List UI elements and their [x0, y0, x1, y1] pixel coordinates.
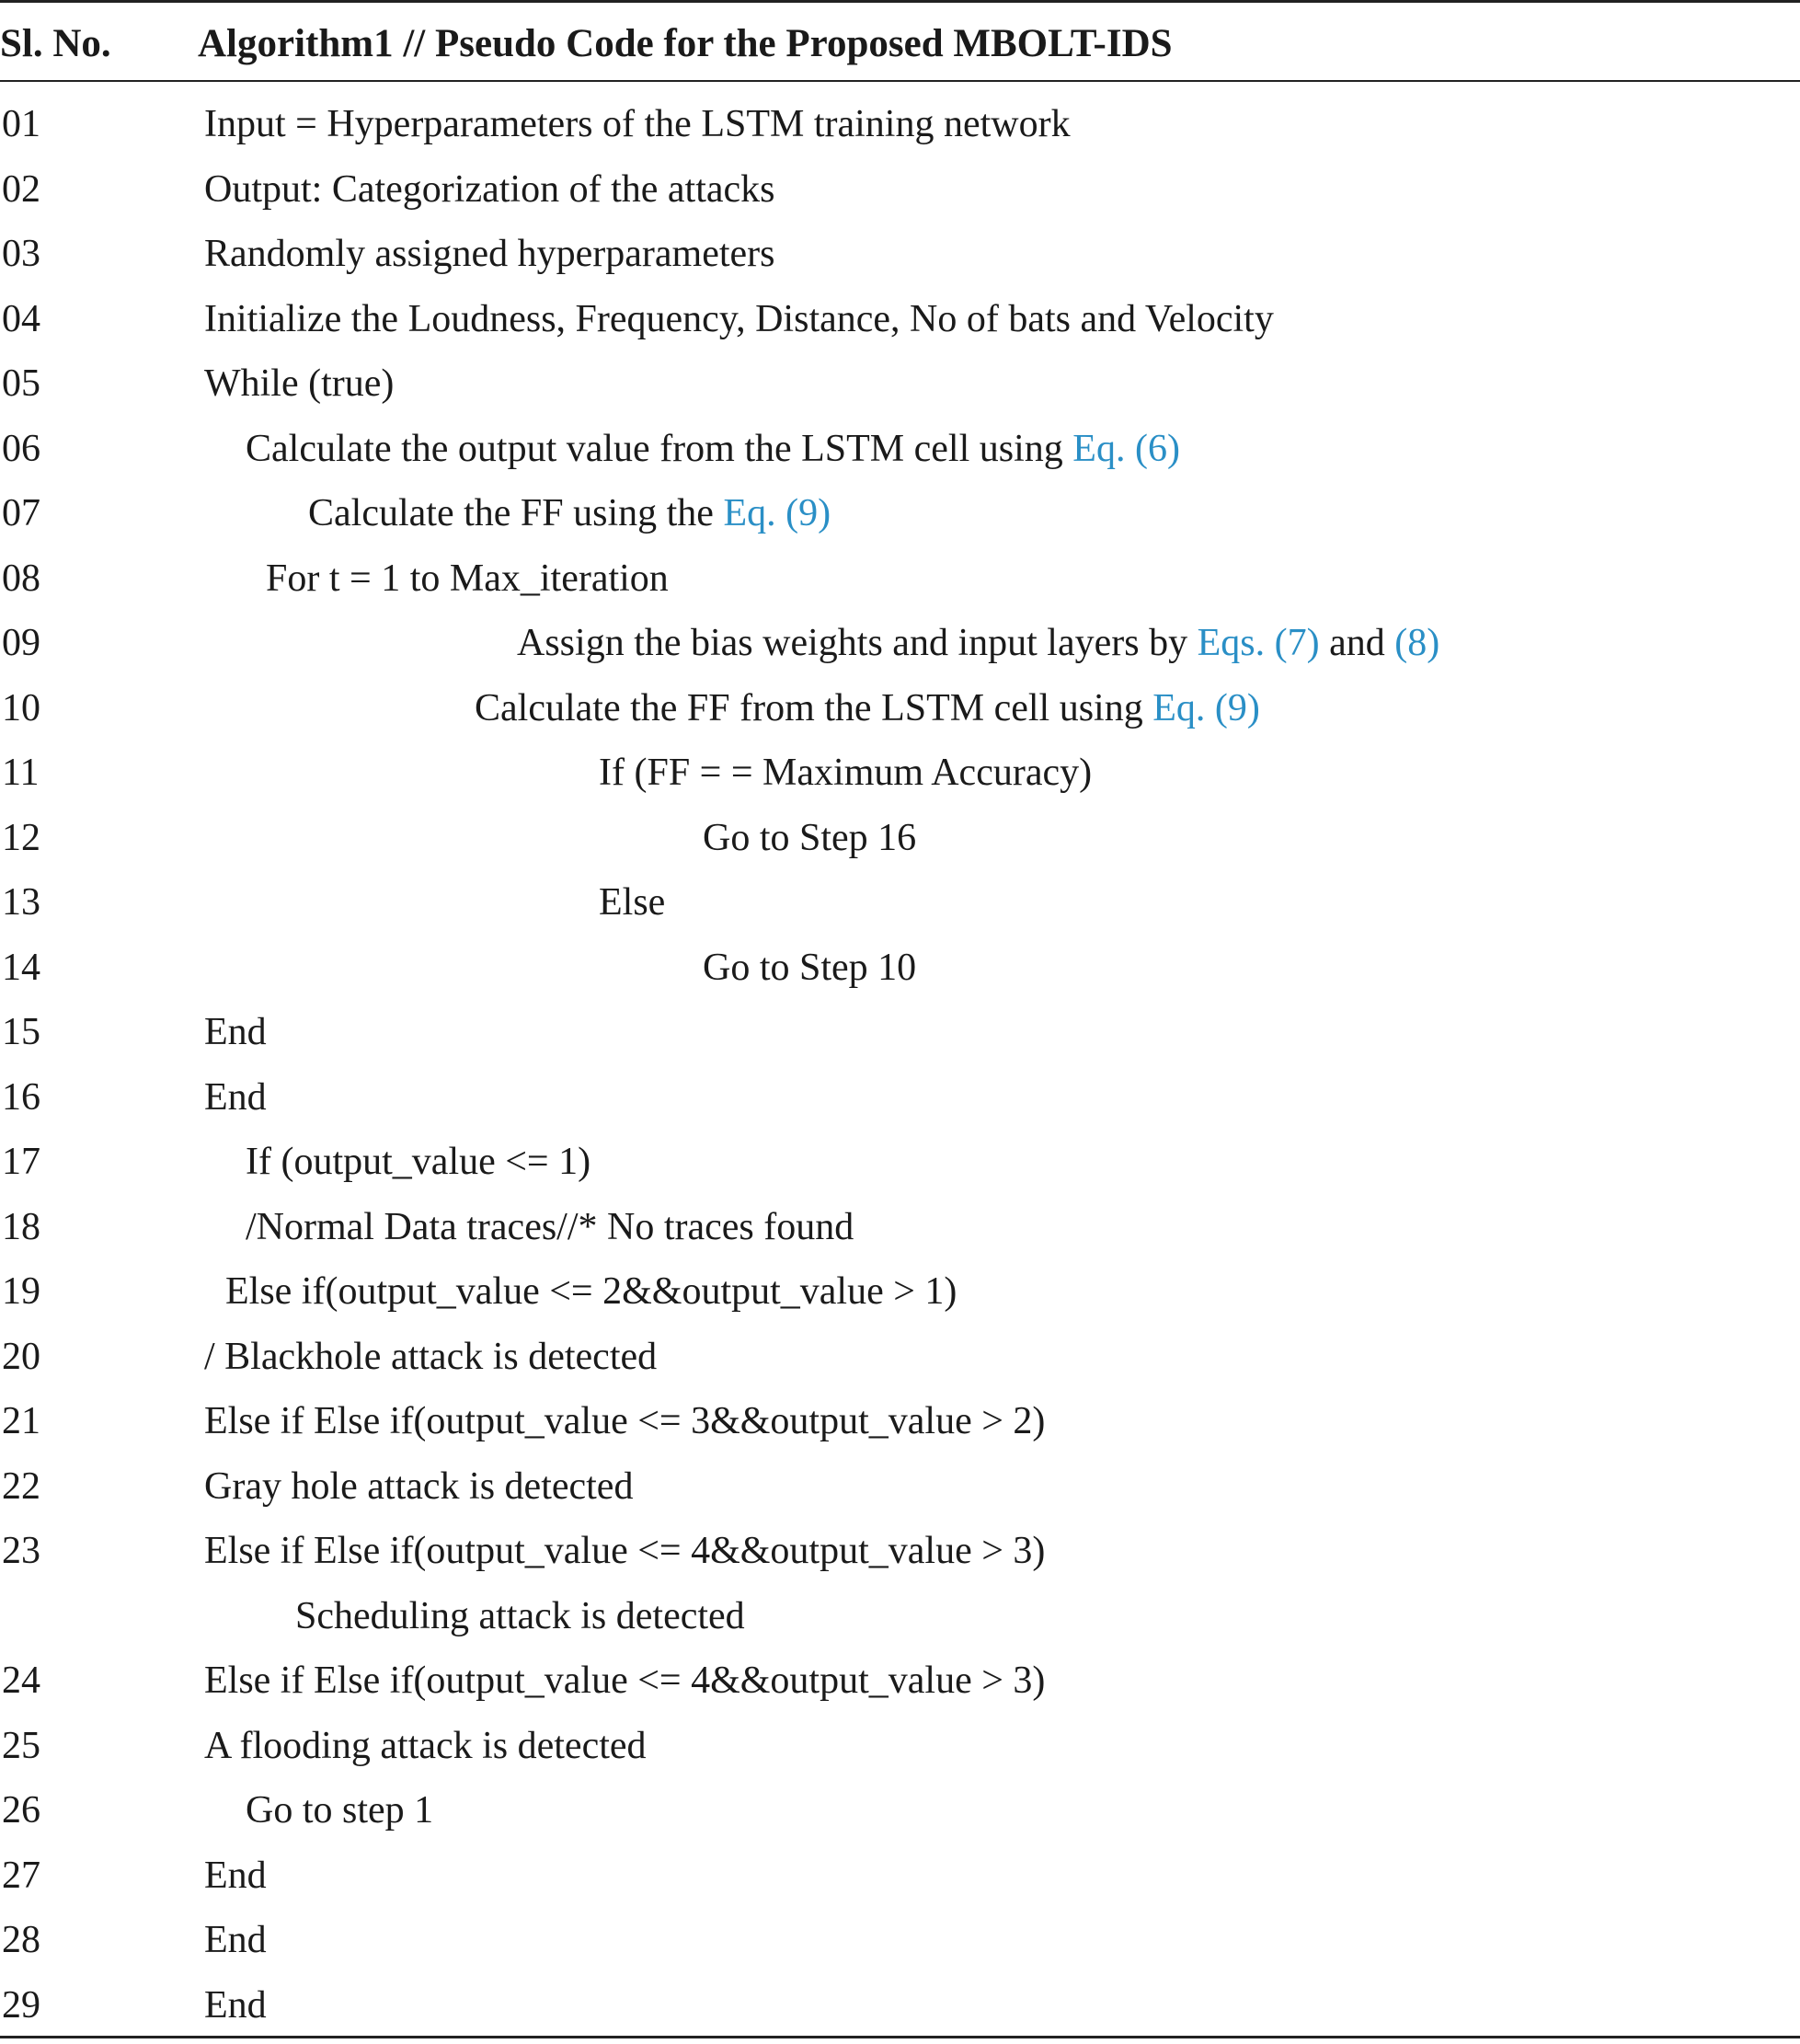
table-row	[0, 351, 1800, 417]
row-number: 23	[2, 1530, 40, 1572]
pseudo-code-line	[204, 1648, 1045, 1714]
row-number: 01	[2, 103, 40, 145]
row-number: 19	[2, 1270, 40, 1313]
row-number: 02	[2, 167, 40, 211]
code-text: Output: Categorization of the attacks	[204, 167, 775, 211]
pseudo-code-line	[204, 351, 394, 417]
table-row	[0, 1584, 1800, 1649]
row-number: 18	[2, 1205, 40, 1248]
pseudo-code-line	[204, 1519, 1045, 1584]
row-number: 22	[2, 1464, 40, 1508]
table-row	[0, 222, 1800, 287]
pseudo-code-line	[204, 1714, 647, 1779]
table-row	[0, 1065, 1800, 1131]
pseudo-code-line	[204, 287, 1274, 352]
header-sl-no: Sl. No.	[0, 22, 111, 65]
row-number: 15	[2, 1011, 40, 1053]
table-row	[0, 1454, 1800, 1520]
table-row	[0, 806, 1800, 871]
pseudo-code-line	[204, 1973, 267, 2038]
code-text: Initialize the Loudness, Frequency, Distance, No of bats and Velocity	[204, 297, 1274, 340]
table-row	[0, 481, 1800, 546]
pseudo-code-line	[204, 222, 774, 287]
equation-reference-link[interactable]: Eqs. (7)	[1197, 622, 1320, 664]
code-text: and	[1319, 622, 1395, 664]
code-text: Calculate the FF from the LSTM cell using	[475, 686, 1153, 729]
pseudo-code-line	[599, 741, 1092, 806]
table-row	[0, 1259, 1800, 1325]
pseudo-code-line	[246, 417, 1180, 482]
pseudo-code-line	[266, 546, 669, 612]
row-number: 11	[2, 752, 40, 794]
code-text: End	[204, 1075, 267, 1119]
table-row	[0, 1973, 1800, 2038]
code-text: Input = Hyperparameters of the LSTM training network	[204, 103, 1071, 145]
pseudo-code-line	[204, 157, 774, 223]
code-text: Go to Step 10	[703, 946, 917, 989]
table-row	[0, 546, 1800, 612]
table-header	[0, 0, 1800, 80]
code-text: A flooding attack is detected	[204, 1724, 647, 1767]
code-text: Else if(output_value <= 2&&output_value > 1)	[225, 1270, 957, 1313]
code-text: Scheduling attack is detected	[295, 1594, 745, 1637]
row-number: 17	[2, 1141, 40, 1183]
pseudo-code-line	[599, 870, 665, 936]
code-text: Else	[599, 881, 666, 924]
code-text: / Blackhole attack is detected	[204, 1335, 658, 1378]
pseudo-code-line	[204, 1908, 267, 1973]
table-row	[0, 1714, 1800, 1779]
pseudo-code-line	[246, 1195, 854, 1260]
row-number: 24	[2, 1659, 40, 1702]
table-row	[0, 870, 1800, 936]
row-number: 09	[2, 622, 40, 664]
row-number: 21	[2, 1400, 40, 1442]
row-number: 29	[2, 1983, 40, 2027]
row-number: 04	[2, 297, 40, 340]
equation-reference-link[interactable]: (8)	[1394, 622, 1440, 664]
table-row	[0, 1000, 1800, 1065]
code-text: Calculate the FF using the	[308, 492, 724, 534]
pseudo-code-line	[246, 1778, 433, 1843]
row-number: 26	[2, 1789, 40, 1832]
row-number: 07	[2, 492, 40, 534]
row-number: 03	[2, 233, 40, 275]
row-number: 12	[2, 816, 40, 859]
code-text: If (output_value <= 1)	[246, 1141, 591, 1183]
table-row	[0, 741, 1800, 806]
code-text: Assign the bias weights and input layers by	[517, 622, 1198, 664]
code-text: Randomly assigned hyperparameters	[204, 233, 775, 275]
equation-reference-link[interactable]: Eq. (6)	[1072, 427, 1180, 470]
equation-reference-link[interactable]: Eq. (9)	[723, 492, 831, 534]
table-header-rule	[0, 80, 1800, 82]
code-text: While (true)	[204, 362, 395, 405]
code-text: Go to Step 16	[703, 816, 917, 859]
row-number: 20	[2, 1335, 40, 1378]
pseudo-code-line	[204, 92, 1071, 157]
code-text: Calculate the output value from the LSTM cell using	[246, 427, 1073, 470]
pseudo-code-line	[246, 1130, 590, 1195]
code-text: End	[204, 1011, 267, 1053]
pseudo-code-line	[703, 806, 916, 871]
row-number: 25	[2, 1724, 40, 1767]
table-bottom-rule	[0, 2036, 1800, 2038]
pseudo-code-line	[225, 1259, 957, 1325]
code-text: Else if Else if(output_value <= 4&&output_value > 3)	[204, 1530, 1046, 1572]
row-number: 14	[2, 946, 40, 989]
table-row	[0, 1648, 1800, 1714]
code-text: End	[204, 1854, 267, 1897]
code-text: Else if Else if(output_value <= 4&&output_value > 3)	[204, 1659, 1046, 1702]
table-body	[0, 92, 1800, 2038]
code-text: End	[204, 1919, 267, 1961]
pseudo-code-line	[703, 936, 916, 1001]
code-text: /Normal Data traces//* No traces found	[246, 1205, 854, 1248]
table-row	[0, 1130, 1800, 1195]
row-number: 16	[2, 1075, 40, 1119]
pseudo-code-line	[517, 611, 1439, 676]
code-text: If (FF = = Maximum Accuracy)	[599, 752, 1093, 794]
row-number: 13	[2, 881, 40, 924]
code-text: Go to step 1	[246, 1789, 434, 1832]
row-number: 28	[2, 1919, 40, 1961]
pseudo-code-line	[204, 1389, 1045, 1454]
table-row	[0, 1325, 1800, 1390]
row-number: 10	[2, 686, 40, 729]
pseudo-code-line	[204, 1065, 267, 1131]
row-number: 05	[2, 362, 40, 405]
pseudo-code-line	[204, 1000, 267, 1065]
table-row	[0, 1195, 1800, 1260]
pseudo-code-line	[308, 481, 831, 546]
table-row	[0, 287, 1800, 352]
row-number: 27	[2, 1854, 40, 1897]
table-row	[0, 157, 1800, 223]
table-row	[0, 92, 1800, 157]
equation-reference-link[interactable]: Eq. (9)	[1152, 686, 1260, 729]
pseudo-code-line	[475, 676, 1260, 741]
header-algorithm-title: Algorithm1 // Pseudo Code for the Proposed MBOLT-IDS	[198, 22, 1173, 65]
table-row	[0, 417, 1800, 482]
table-row	[0, 936, 1800, 1001]
code-text: Gray hole attack is detected	[204, 1464, 634, 1508]
row-number: 08	[2, 557, 40, 600]
code-text: For t = 1 to Max_iteration	[266, 557, 669, 600]
pseudo-code-line	[204, 1454, 633, 1520]
table-row	[0, 611, 1800, 676]
row-number: 06	[2, 427, 40, 470]
table-row	[0, 1389, 1800, 1454]
pseudo-code-line	[295, 1584, 745, 1649]
table-row	[0, 1843, 1800, 1909]
table-row	[0, 1908, 1800, 1973]
pseudo-code-line	[204, 1325, 657, 1390]
code-text: End	[204, 1983, 267, 2027]
table-row	[0, 1519, 1800, 1584]
code-text: Else if Else if(output_value <= 3&&output_value > 2)	[204, 1400, 1046, 1442]
pseudo-code-line	[204, 1843, 267, 1909]
table-row	[0, 1778, 1800, 1843]
table-row	[0, 676, 1800, 741]
